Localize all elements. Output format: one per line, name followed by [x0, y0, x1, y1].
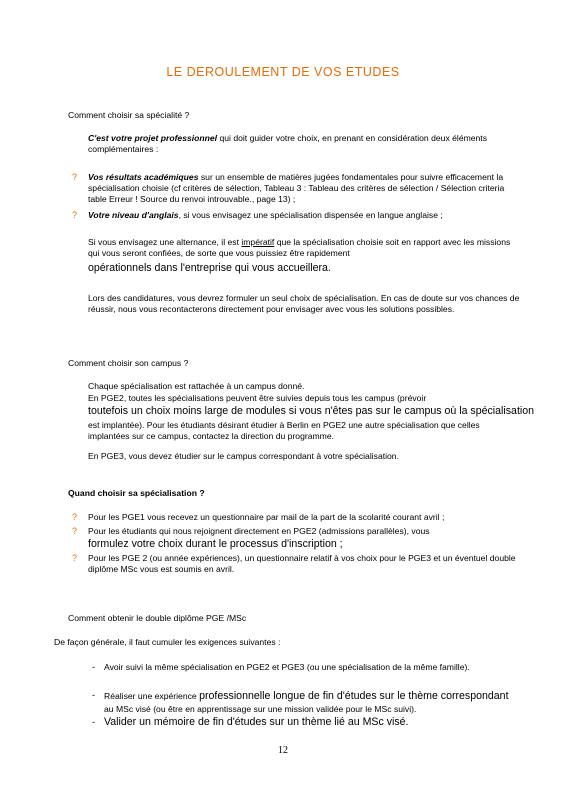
timing-bullet-pge1: Pour les PGE1 vous recevez un questionnaire par mail de la part de la scolarité courant avril ;	[88, 512, 445, 522]
requirement-experience-end: au MSc visé (ou être en apprentissage sur une mission validée pour le MSc suivi).	[104, 704, 417, 714]
intro-paragraph	[88, 133, 518, 155]
alternance-text-b: que la spécialisation choisie soit en rapport avec les missions qui vous seront confiées, de sorte que vous puissiez être rapidement	[88, 237, 511, 258]
timing-bullet-direct-pge2: Pour les étudiants qui nous rejoignent directement en PGE2 (admissions parallèles), vous	[88, 526, 430, 536]
page-number: 12	[278, 745, 288, 756]
requirement-memoire: Valider un mémoire de fin d'études sur un thème lié au MSc visé.	[104, 716, 409, 728]
section-heading-double-diplome: Comment obtenir le double diplôme PGE /MSc	[68, 613, 247, 623]
alternance-paragraph-end: opérationnels dans l'entreprise qui vous accueillera.	[88, 262, 331, 274]
campus-line-2: En PGE2, toutes les spécialisations peuvent être suivies depuis tous les campus (prévoir	[88, 393, 427, 403]
campus-line-2-large: toutefois un choix moins large de modules si vous n'êtes pas sur le campus où la spécialisation	[88, 405, 535, 417]
candidature-paragraph: Lors des candidatures, vous devrez formuler un seul choix de spécialisation. En cas de doute sur vos chances de réussir, nous vous recontacterons directement pour envisager avec vous les solutions possibles.	[88, 293, 520, 314]
section-heading-specialite: Comment choisir sa spécialité ?	[68, 110, 190, 120]
requirement-experience	[104, 690, 534, 703]
campus-line-2-end: est implantée). Pour les étudiants désirant étudier à Berlin en PGE2 une autre spécialisation que celles implantées sur ce campus, contactez la direction du programme.	[88, 420, 480, 441]
intro-emphasis: C'est votre projet professionnel	[88, 133, 218, 143]
intro-text: qui doit guider votre choix, en prenant en considération deux éléments complémentaires :	[88, 133, 487, 154]
criteria-bullet-english	[88, 210, 520, 221]
question-bullet: ?	[72, 512, 78, 522]
results-label: Vos résultats académiques	[88, 172, 199, 182]
dash-bullet: -	[92, 662, 95, 672]
english-text: , si vous envisagez une spécialisation dispensée en langue anglaise ;	[178, 210, 443, 220]
question-bullet: ?	[72, 526, 78, 536]
criteria-bullet-results	[88, 172, 520, 205]
experience-text-large: professionnelle longue de fin d'études sur le thème correspondant	[199, 690, 509, 702]
alternance-emphasis: impératif	[241, 237, 275, 247]
timing-bullet-direct-pge2-end: formulez votre choix durant le processus d'inscription ;	[88, 538, 343, 550]
campus-line-1: Chaque spécialisation est rattachée à un campus donné.	[88, 381, 305, 391]
results-text: sur un ensemble de matières jugées fondamentales pour suivre efficacement la spécialisation choisie (cf critères de sélection, Tableau 3 : Tableau des critères de sélection / Sélection criteria table Erreur ! Source du renvoi introuvable., page 13) ;	[88, 172, 505, 204]
dash-bullet: -	[92, 717, 95, 727]
experience-text-a: Réaliser une expérience	[104, 691, 200, 701]
question-bullet: ?	[72, 553, 78, 563]
question-bullet: ?	[72, 172, 78, 182]
requirement-same-specialisation: Avoir suivi la même spécialisation en PGE2 et PGE3 (ou une spécialisation de la même famille).	[104, 662, 470, 672]
section-heading-campus: Comment choisir son campus ?	[68, 358, 189, 368]
section-heading-quand: Quand choisir sa spécialisation ?	[68, 488, 205, 498]
question-bullet: ?	[72, 210, 78, 220]
alternance-text-a: Si vous envisagez une alternance, il est	[88, 237, 242, 247]
page-title: LE DEROULEMENT DE VOS ETUDES	[166, 65, 400, 79]
campus-line-3: En PGE3, vous devez étudier sur le campus correspondant à votre spécialisation.	[88, 451, 399, 461]
alternance-paragraph	[88, 237, 520, 259]
english-label: Votre niveau d'anglais	[88, 210, 179, 220]
dash-bullet: -	[92, 690, 95, 700]
timing-bullet-pge2: Pour les PGE 2 (ou année expériences), un questionnaire relatif à vos choix pour le PGE3 et un éventuel double diplôme MSc vous est soumis en avril.	[88, 553, 516, 574]
requirements-intro: De façon générale, il faut cumuler les exigences suivantes :	[54, 637, 281, 647]
